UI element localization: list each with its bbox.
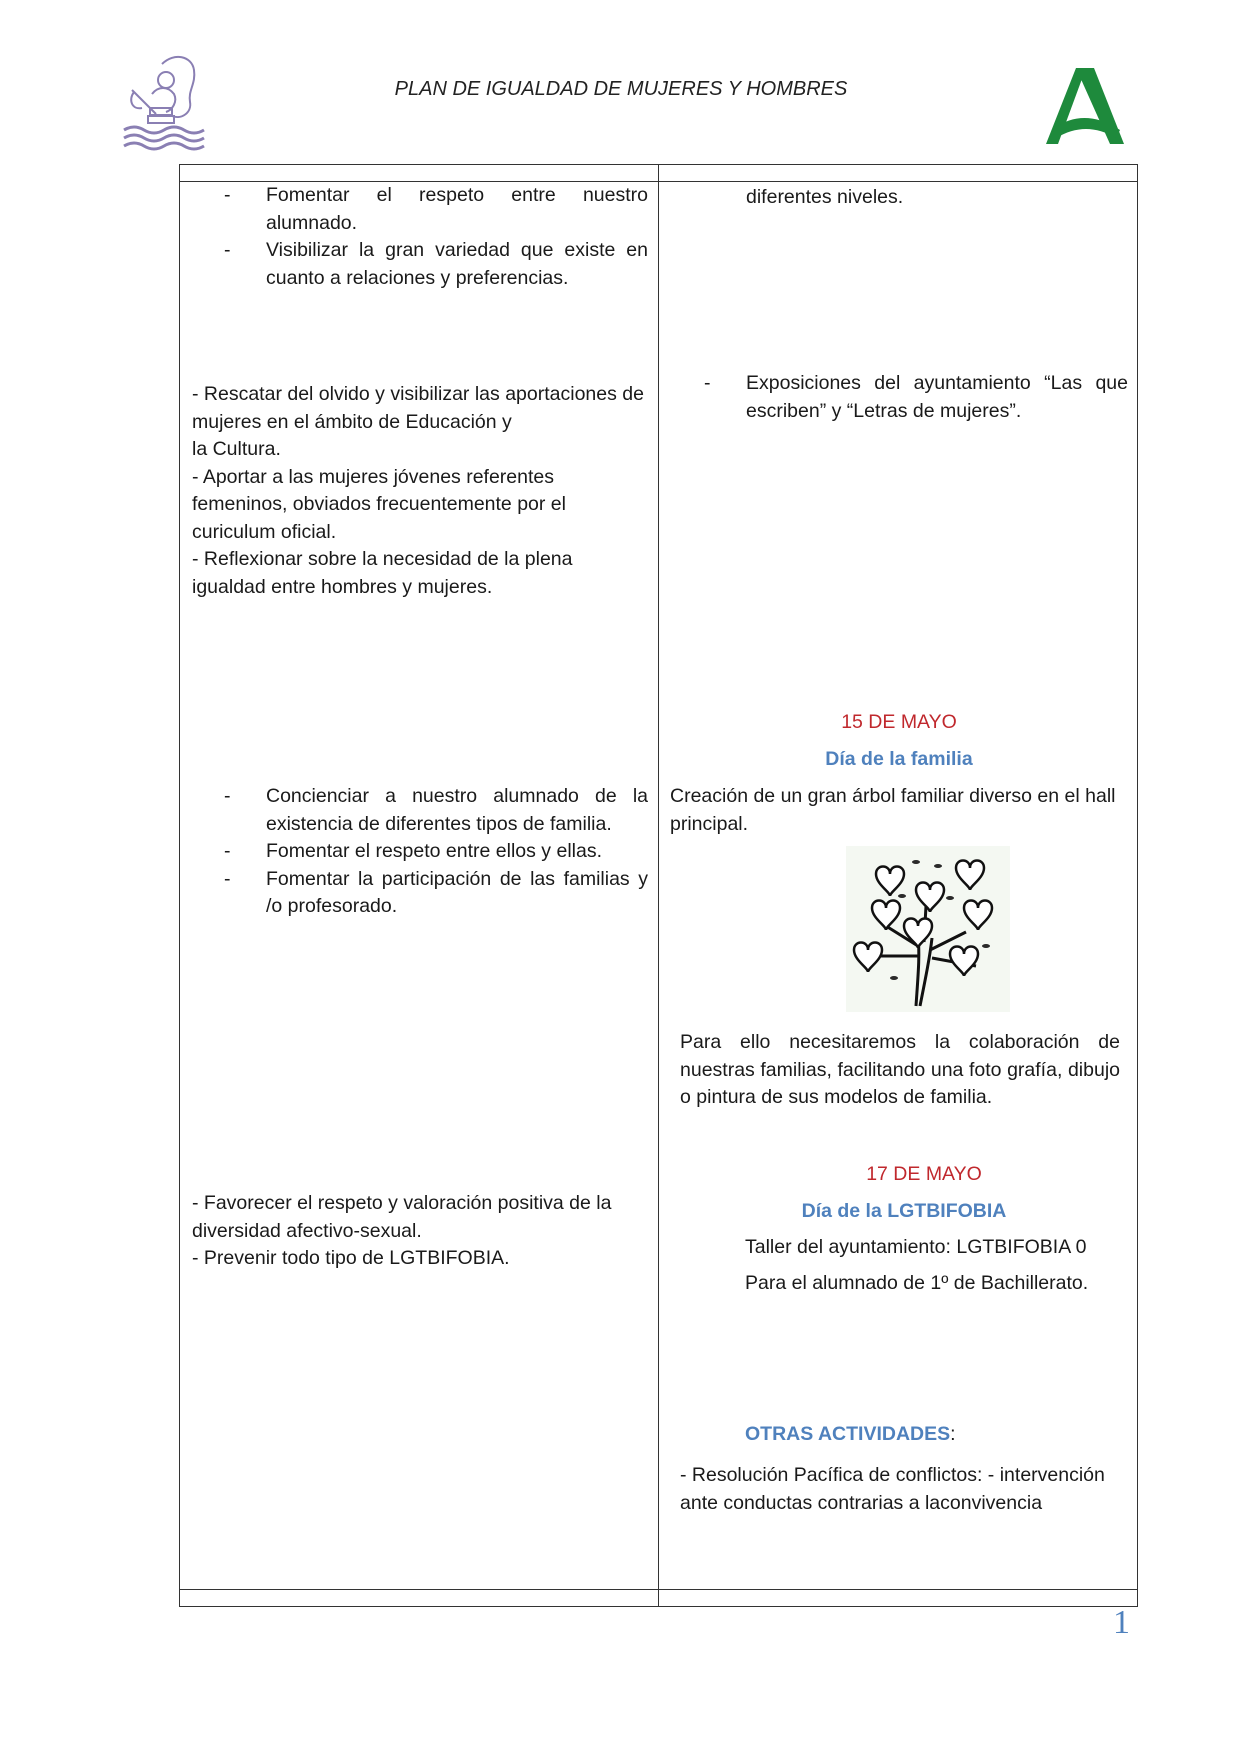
list-item: - Fomentar el respeto entre ellos y ellas. [192, 838, 648, 866]
table-column-divider [658, 164, 659, 1607]
objectives-block-respeto [192, 182, 648, 292]
paragraph-line: la Cultura. [192, 438, 281, 460]
paragraph-line: - Reflexionar sobre la necesidad de la plena igualdad entre hombres y mujeres. [192, 548, 573, 598]
list-item: - Fomentar la participación de las familias y /o profesorado. [192, 866, 648, 921]
activity-exposiciones [672, 370, 1128, 425]
list-item: - Exposiciones del ayuntamiento “Las que escriben” y “Letras de mujeres”. [672, 370, 1128, 425]
objectives-block-familia [192, 783, 648, 921]
event-collaboration-text: Para ello necesitaremos la colaboración de nuestras familias, facilitando una foto grafía, dibujo o pintura de sus modelos de familia. [680, 1031, 1120, 1108]
section-heading-otras [745, 1421, 1135, 1449]
event-description: Para el alumnado de 1º de Bachillerato. [745, 1272, 1089, 1294]
objectives-block-diversidad [192, 1190, 648, 1273]
date-label: 17 DE MAYO [866, 1163, 982, 1185]
paragraph-line: - Aportar a las mujeres jóvenes referentes femeninos, obviados frecuentemente por el curiculum oficial. [192, 465, 566, 543]
list-item: - Fomentar el respeto entre nuestro alumnado. [192, 182, 648, 237]
quill-and-books-logo-icon [122, 50, 214, 154]
event-title: Día de la familia [825, 748, 973, 770]
event-title: Día de la LGTBIFOBIA [801, 1200, 1007, 1222]
document-header-title: PLAN DE IGUALDAD DE MUJERES Y HOMBRES [394, 78, 848, 100]
section-heading-text: OTRAS ACTIVIDADES [745, 1423, 951, 1445]
paragraph-line: - Favorecer el respeto y valoración positiva de la diversidad afectivo-sexual. [192, 1192, 612, 1242]
heart-tree-icon [846, 846, 1010, 1012]
paragraph-line: - Rescatar del olvido y visibilizar las aportaciones de mujeres en el ámbito de Educación y [192, 383, 644, 433]
list-item: - Visibilizar la gran variedad que existe en cuanto a relaciones y preferencias. [192, 237, 648, 292]
list-item: - Concienciar a nuestro alumnado de la existencia de diferentes tipos de familia. [192, 783, 648, 838]
event-description: Taller del ayuntamiento: LGTBIFOBIA 0 [745, 1236, 1087, 1258]
date-label: 15 DE MAYO [841, 711, 957, 733]
continued-text: diferentes niveles. [746, 186, 904, 208]
heading-colon: : [950, 1423, 956, 1445]
objectives-block-cultura [192, 381, 648, 601]
junta-andalucia-logo-icon [1046, 64, 1130, 148]
otras-actividades-text: - Resolución Pacífica de conflictos: - intervención ante conductas contrarias a laconvivencia [680, 1464, 1105, 1514]
page-number: 1 [1113, 1604, 1130, 1641]
event-description: Creación de un gran árbol familiar diverso en el hall principal. [670, 785, 1116, 835]
paragraph-line: - Prevenir todo tipo de LGTBIFOBIA. [192, 1247, 510, 1269]
